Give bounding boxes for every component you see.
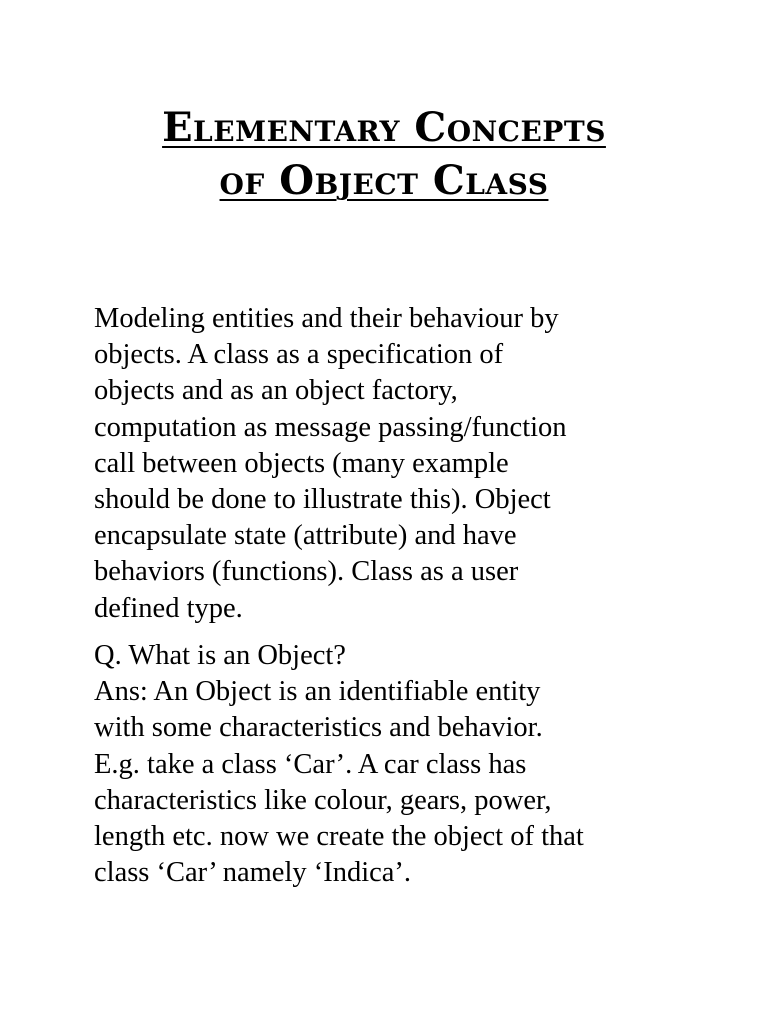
- object-qa-paragraph: Q. What is an Object? Ans: An Object is an identifiable entity with some characteristics and behavior. E.g. take a class ‘Car’. A car class has characteristics like colour, gears, power, length etc. now we create the object of that class ‘Car’ namely ‘Indica’.: [94, 640, 584, 889]
- intro-paragraph: Modeling entities and their behaviour by objects. A class as a specification of objects and as an object factory, computation as message passing/function call between objects (many example should be done to illustrate this). Object encapsulate state (attribute) and have behaviors (functions). Class as a user defined type.: [94, 303, 567, 624]
- page-title-line-1: Elementary Concepts: [162, 104, 606, 151]
- page-title-line-2: of Object Class: [219, 157, 549, 204]
